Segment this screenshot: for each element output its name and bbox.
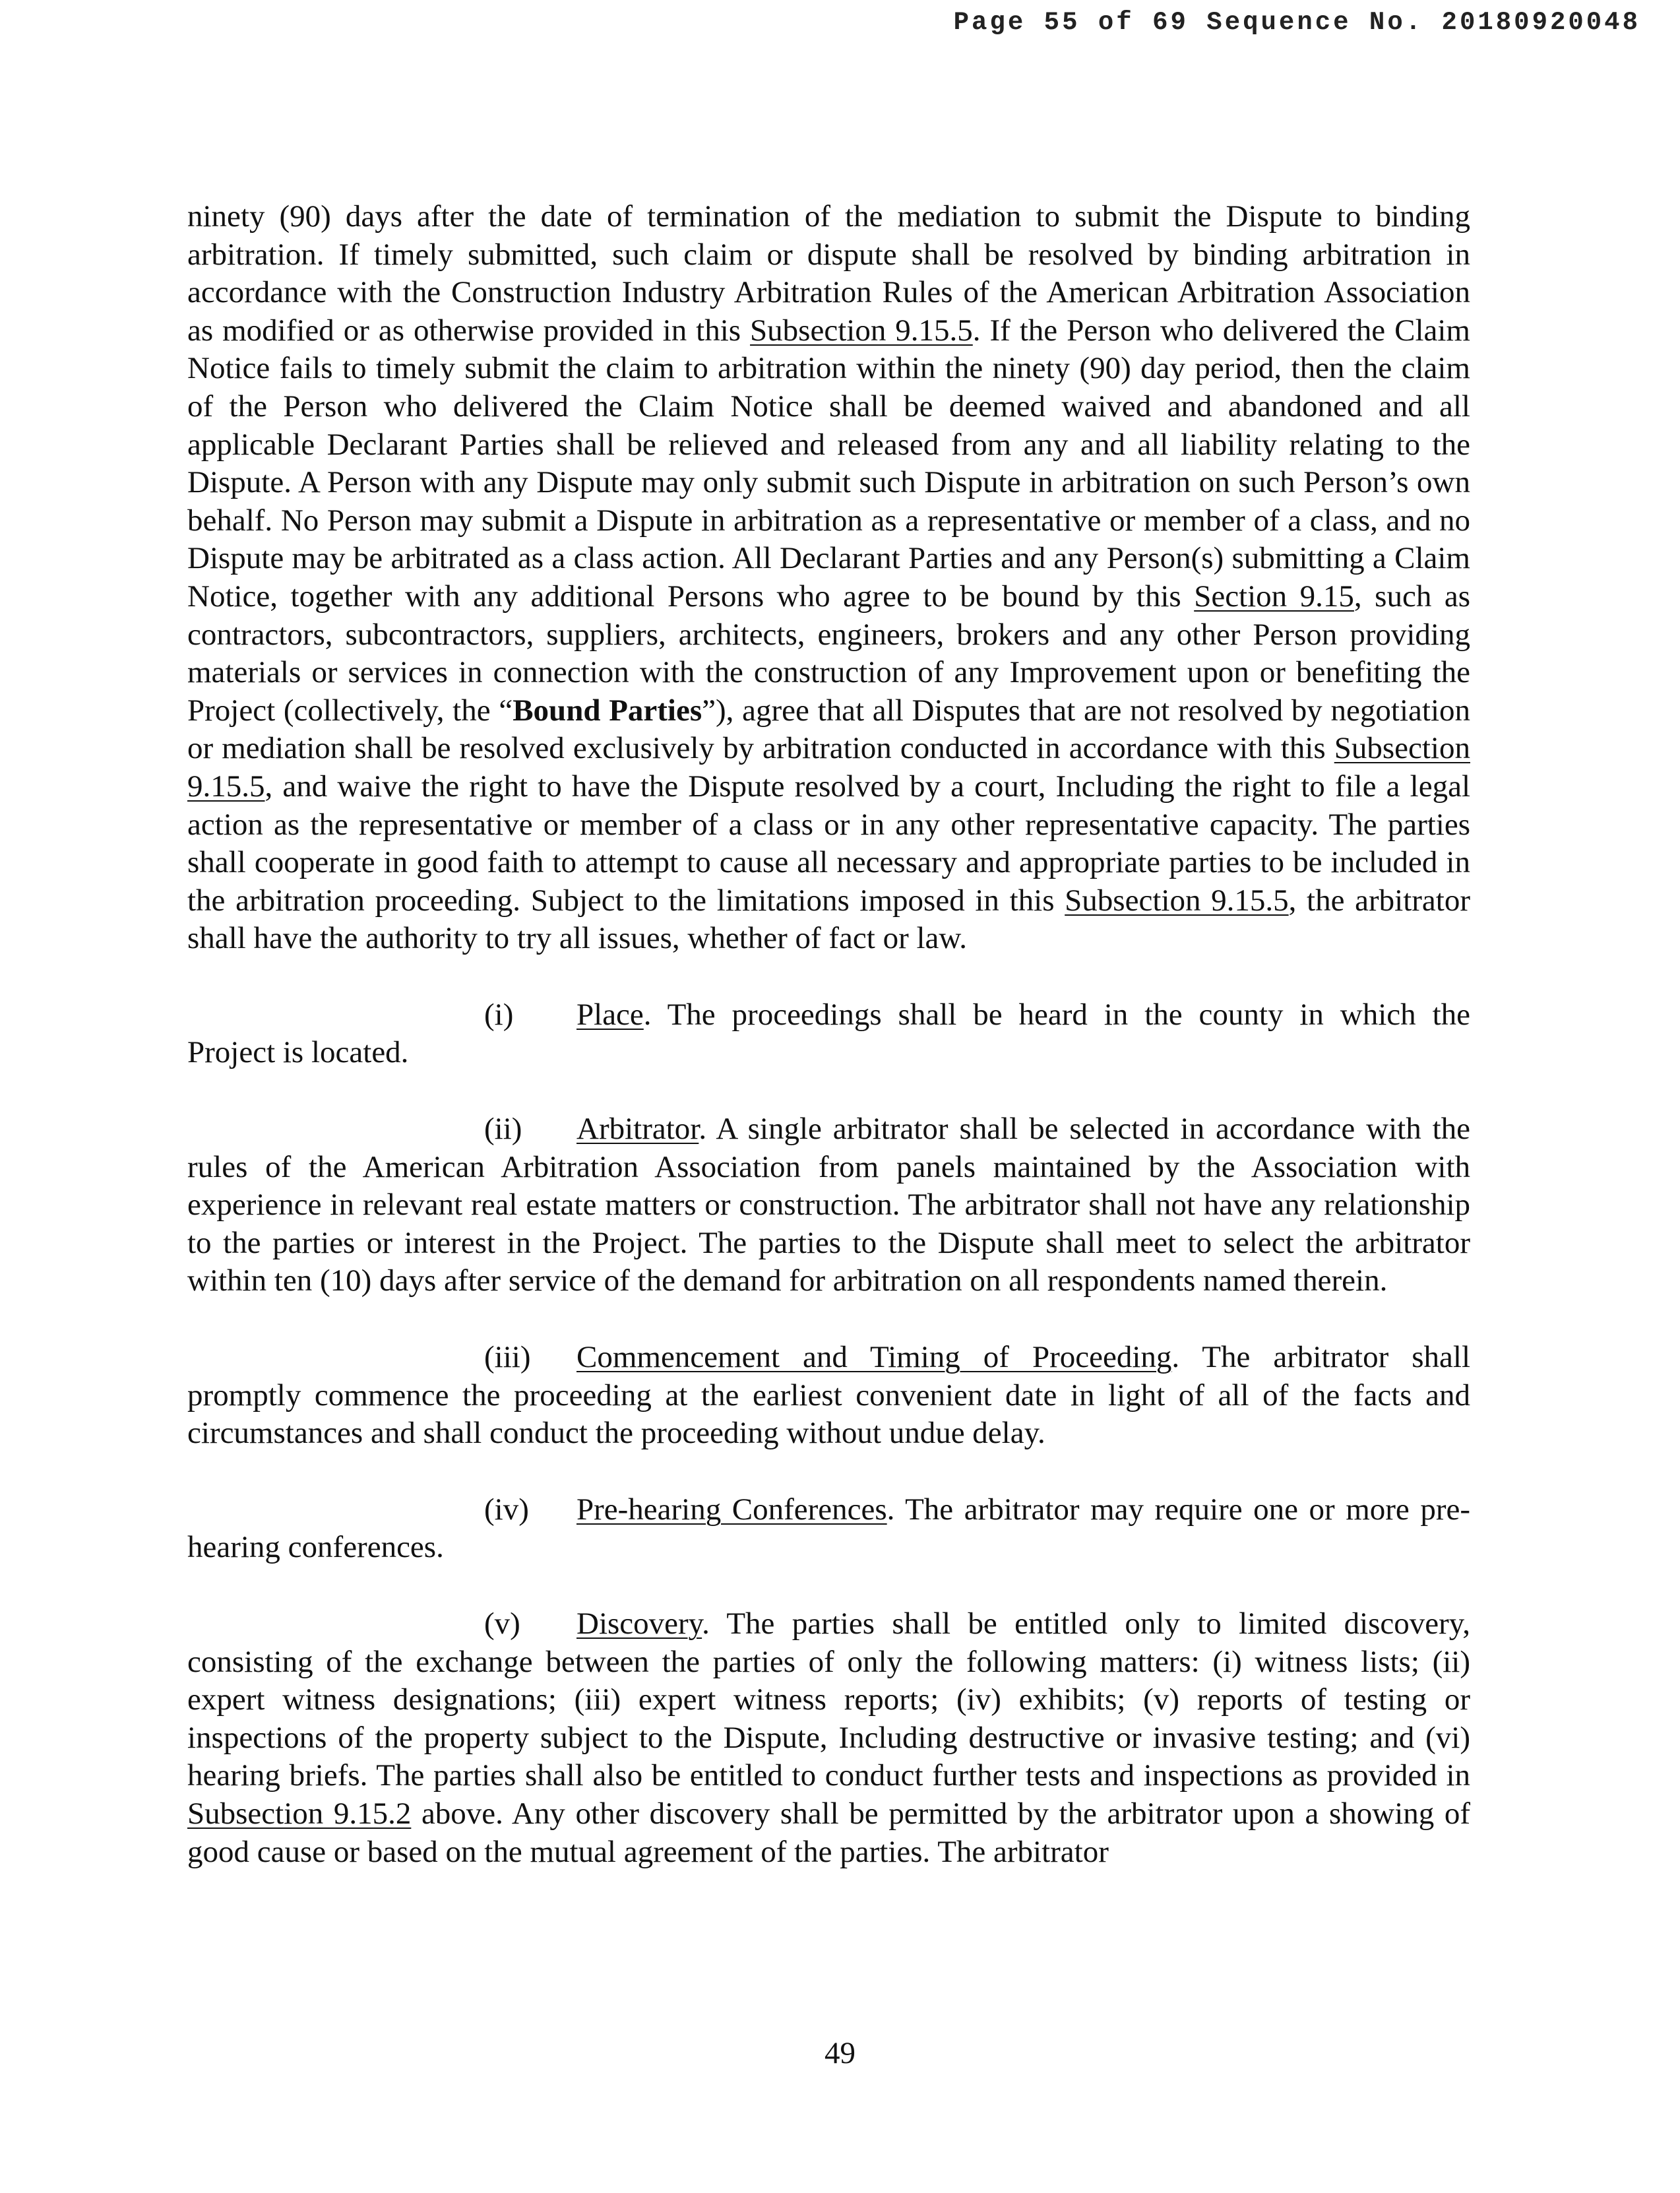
item-text: . The arbitrator may require one or more pre-hearing conferences. [187,1492,1470,1565]
page-header-sequence: Page 55 of 69 Sequence No. 20180920048 [953,8,1640,37]
cross-reference: Subsection 9.15.5 [1065,883,1289,918]
item-number: (ii) [484,1112,522,1147]
text-run: , and waive the right to have the Dispute resolved by a court, Including the right to file a legal action as the representative or member of a class or in any other representative capacity. The parties shall cooperate in good faith to attempt to cause all necessary and appropriate parties to be included in the arbitration proceeding. Subject to the limitations imposed in this [187,769,1470,918]
item-number: (iii) [484,1340,531,1375]
item-text: . The parties shall be entitled only to limited discovery, consisting of the exchange between the parties of only the following matters: (i) witness lists; (ii) expert witness designations; (iii) expert witness reports; (iv) exhibits; (v) reports of testing or inspections of the property subject to the Dispute, Including destructive or invasive testing; and (vi) hearing briefs. The parties shall also be entitled to conduct further tests and inspections as provided in [187,1606,1470,1793]
list-item-discovery [187,1605,1470,1871]
list-item-arbitrator [187,1110,1470,1300]
page-number: 49 [824,2036,856,2070]
item-number: (i) [484,997,514,1032]
text-run: . If the Person who delivered the Claim Notice fails to timely submit the claim to arbitration within the ninety (90) day period, then the claim of the Person who delivered the Claim Notice shall be deemed waived and abandoned and all applicable Declarant Parties shall be relieved and released from any and all liability relating to the Dispute. A Person with any Dispute may only submit such Dispute in arbitration on such Person’s own behalf. No Person may submit a Dispute in arbitration as a representative or member of a class, and no Dispute may be arbitrated as a class action. All Declarant Parties and any Person(s) submitting a Claim Notice, together with any additional Persons who agree to be bound by this [187,313,1470,614]
item-text: above. Any other discovery shall be permitted by the arbitrator upon a showing of good cause or based on the mutual agreement of the parties. The arbitrator [187,1796,1470,1869]
document-body [187,198,1470,1909]
item-text: . The arbitrator shall promptly commence the proceeding at the earliest convenient date in light of all of the facts and circumstances and shall conduct the proceeding without undue delay. [187,1340,1470,1451]
item-heading: Discovery [576,1606,702,1641]
item-text: . A single arbitrator shall be selected in accordance with the rules of the American Arbitration Association from panels maintained by the Association with experience in relevant real estate matters or construction. The arbitrator shall not have any relationship to the parties or interest in the Project. The parties to the Dispute shall meet to select the arbitrator within ten (10) days after service of the demand for arbitration on all respondents named therein. [187,1112,1470,1298]
list-item-place [187,996,1470,1072]
item-number: (v) [484,1606,520,1641]
defined-term: Bound Parties [513,693,702,728]
item-number: (iv) [484,1492,529,1527]
main-paragraph [187,198,1470,958]
item-heading: Pre-hearing Conferences [576,1492,887,1527]
text-run: ninety (90) days after the date of termination of the mediation to submit the Dispute to binding arbitration. If timely submitted, such claim or dispute shall be resolved by binding arbitration in accordance with the Construction Industry Arbitration Rules of the American Arbitration Association as modified or as otherwise provided in this [187,199,1470,348]
text-run: , the arbitrator shall have the authority to try all issues, whether of fact or law. [187,883,1470,956]
text-run: ”), agree that all Disputes that are not resolved by negotiation or mediation shall be resolved exclusively by arbitration conducted in accordance with this [187,693,1470,766]
list-item-commencement [187,1339,1470,1453]
item-heading: Arbitrator [576,1112,699,1147]
item-heading: Place [576,997,644,1032]
cross-reference: Section 9.15 [1194,579,1354,614]
cross-reference: Subsection 9.15.5 [750,313,973,348]
cross-reference: Subsection 9.15.5 [187,731,1470,804]
item-text: . The proceedings shall be heard in the county in which the Project is located. [187,997,1470,1070]
item-heading: Commencement and Timing of Proceeding [576,1340,1172,1375]
cross-reference: Subsection 9.15.2 [187,1796,412,1831]
text-run: , such as contractors, subcontractors, suppliers, architects, engineers, brokers and any other Person providing materials or services in connection with the construction of any Improvement upon or benefiting the Project (collectively, the “ [187,579,1470,728]
list-item-prehearing [187,1491,1470,1567]
